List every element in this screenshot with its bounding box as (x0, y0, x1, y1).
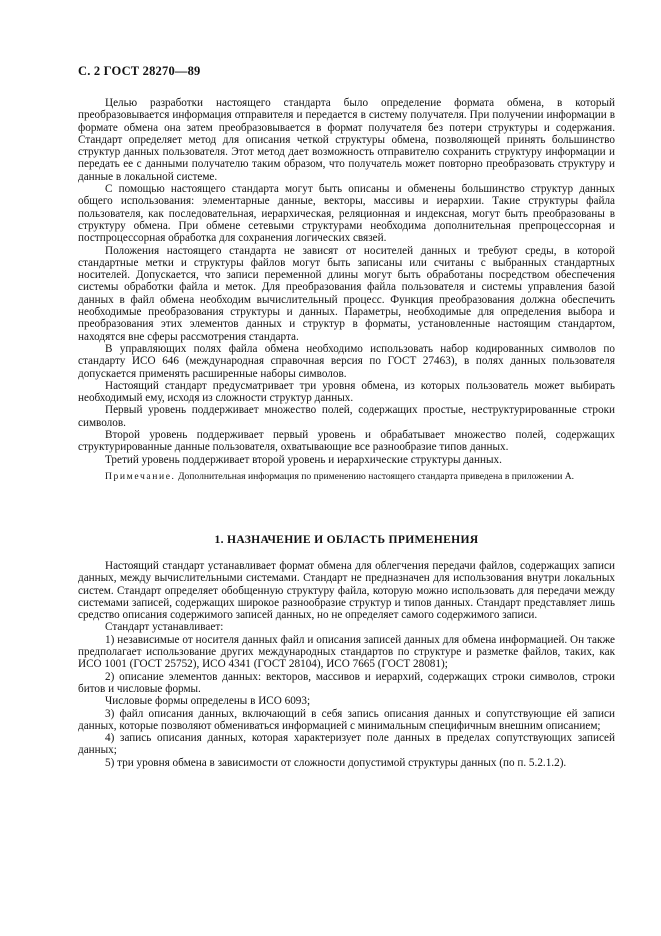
intro-paragraph: Целью разработки настоящего стандарта было определение формата обмена, в который преобразовывается информация отправителя и передается в систему получателя. При получении информации в формате обмена она затем преобразовывается в формат получателя без потери структуры и содержания. Стандарт определяет метод для описания четкой структуры обмена, позволяющей принять большинство структур данных пользователя. Этот метод дает возможность отправителю сохранить структуру информации и передать ее с данными получателю таким образом, что получатель может повторно преобразовать структуру и данные в локальной системе. (78, 97, 615, 183)
section-paragraph: Числовые формы определены в ИСО 6093; (105, 695, 311, 708)
section-list-item: 2) описание элементов данных: векторов, массивов и иерархий, содержащих строки символов, строки битов и числовые формы. (78, 670, 615, 695)
note-text: Дополнительная информация по применению настоящего стандарта приведена в приложении А. (175, 470, 575, 482)
note-paragraph (78, 471, 615, 483)
section-paragraph: Настоящий стандарт устанавливает формат обмена для облегчения передачи файлов, содержащих записи данных, между вычислительными системами. Стандарт не предназначен для использования внутри локальных систем. Стандарт определяет обобщенную структуру файла, которую можно использовать для передачи между системами записей, содержащих широкое разнообразие структур и типов данных. Стандарт представляет лишь средство описания содержимого записей данных, но не определяет самого содержимого записи. (78, 560, 615, 622)
intro-paragraph: Первый уровень поддерживает множество полей, содержащих простые, неструктурированные строки символов. (78, 404, 615, 429)
section-paragraph: Стандарт устанавливает: (105, 621, 224, 634)
section-list-item: 4) запись описания данных, которая характеризует поле данных в пределах сопутствующих записей данных; (78, 732, 615, 757)
section-list-item: 1) независимые от носителя данных файл и описания записей данных для обмена информацией. Он также предполагает использование других международных стандартов по структуре и разметке файлов, таких, как ИСО 1001 (ГОСТ 25752), ИСО 4341 (ГОСТ 28104), ИСО 7665 (ГОСТ 28081); (78, 633, 615, 671)
intro-paragraph: В управляющих полях файла обмена необходимо использовать набор кодированных символов по стандарту ИСО 646 (международная справочная версия по ГОСТ 27463), в полях данных пользователя допускается применять расширенные наборы символов. (78, 342, 615, 380)
section-list-item: 5) три уровня обмена в зависимости от сложности допустимой структуры данных (по п. 5.2.1.2). (105, 756, 567, 769)
page-header: С. 2 ГОСТ 28270—89 (78, 64, 201, 78)
section-list-item: 3) файл описания данных, включающий в себя запись описания данных и сопутствующие ей записи данных, которые позволяют обмениваться информацией с минимальным специфичным внешним описанием; (78, 707, 615, 732)
intro-paragraph: С помощью настоящего стандарта могут быть описаны и обменены большинство структур данных общего использования: элементарные данные, векторы, массивы и иерархии. Такие структуры файла пользователя, как последовательная, иерархическая, реляционная и индексная, могут быть преобразованы в структуру обмена. При обмене сетевыми структурами необходима дополнительная препроцессорная и постпроцессорная обработка для сохранения логических связей. (78, 183, 615, 245)
intro-text-block (78, 97, 615, 483)
section-title: 1. НАЗНАЧЕНИЕ И ОБЛАСТЬ ПРИМЕНЕНИЯ (214, 533, 479, 546)
intro-paragraph: Настоящий стандарт предусматривает три уровня обмена, из которых пользователь может выбирать необходимый ему, исходя из сложности структур данных. (78, 379, 615, 405)
note-label: Примечание. (105, 470, 176, 482)
intro-paragraph: Второй уровень поддерживает первый уровень и обрабатывает множество полей, содержащих структурированные данные пользователя, охватывающие все разнообразие типов данных. (78, 429, 615, 454)
section-text-block (78, 560, 615, 769)
intro-paragraph: Третий уровень поддерживает второй уровень и иерархические структуры данных. (105, 453, 502, 466)
intro-paragraph: Положения настоящего стандарта не зависят от носителей данных и требуют среды, в которой стандартные метки и структуры файлов могут быть записаны или считаны с выбранных стандартных носителей. Допускается, что записи переменной длины могут быть обработаны посредством обеспечения системы обработки файла и меток. Для преобразования файла пользователя и системы управления базой данных в файл обмена необходим вычислительный процесс. Функция преобразования должна обеспечить необходимые преобразования структуры и данных. Параметры, необходимые для определения выбора и преобразования этих элементов данных и структур в форматы, установленные настоящим стандартом, находятся вне сферы рассмотрения стандарта. (78, 244, 615, 343)
